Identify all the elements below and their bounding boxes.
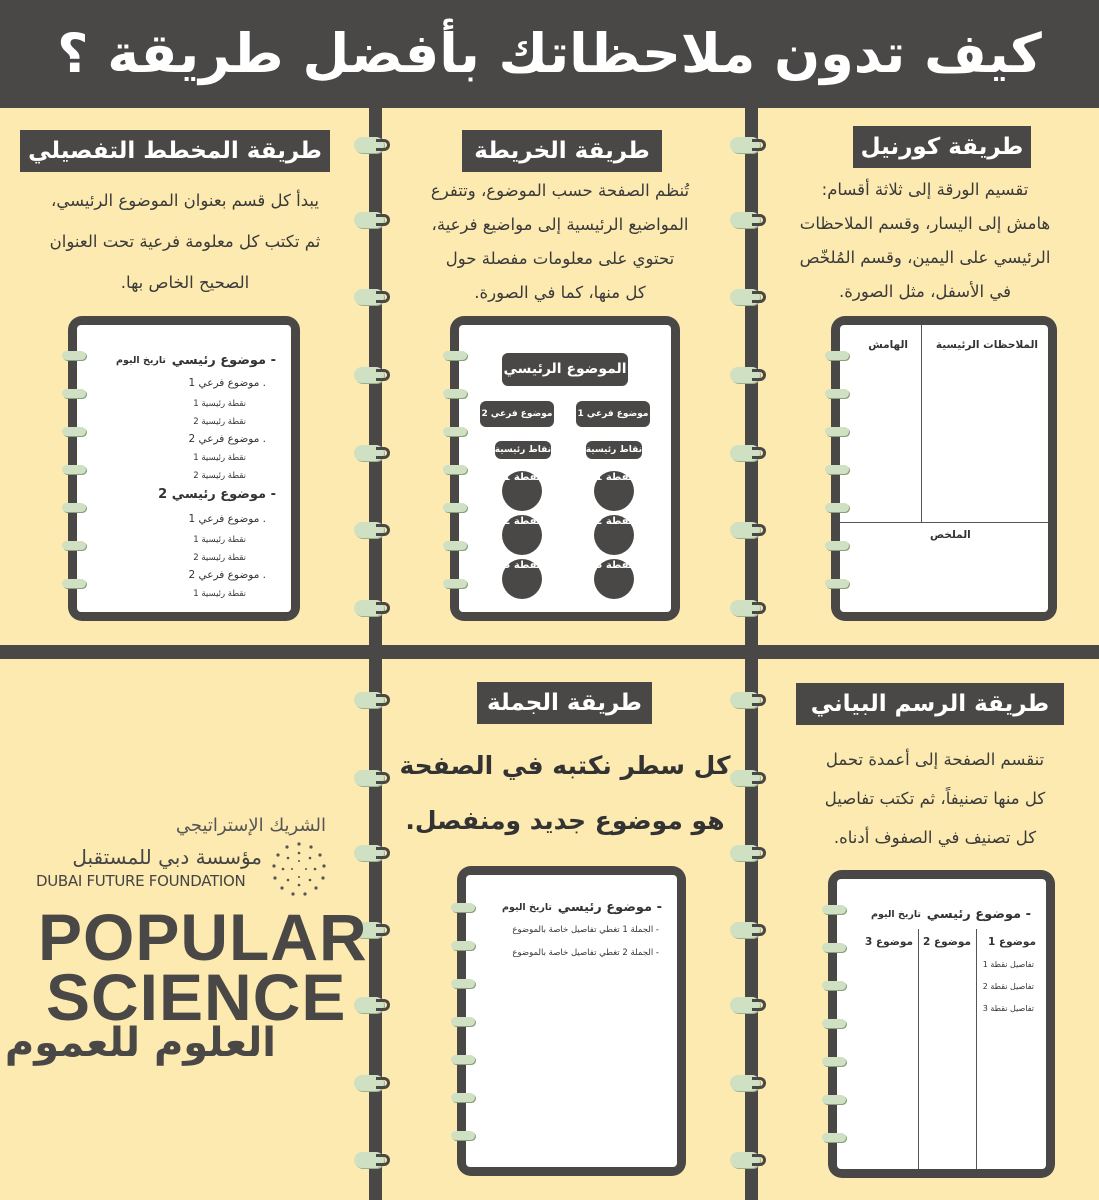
binder-ring-icon [354,367,384,383]
binder-ring-icon [354,289,384,305]
notebook-ring-icon [443,503,467,512]
binder-ring-icon [730,1152,760,1168]
sentence-page [466,875,677,1167]
map-description [395,174,725,310]
subtopic-1-box: موضوع فرعي 1 [576,401,650,427]
binder-ring-icon [354,997,384,1013]
cornell-description [760,173,1090,309]
notebook-ring-icon [825,351,849,360]
notebook-ring-icon [822,1057,846,1066]
chart-notebook [828,870,1055,1178]
dff-logo-icon [270,840,328,902]
sentence-1: - الجملة 1 تغطي تفاصيل خاصة بالموضوع [512,925,659,935]
binder-ring-icon [354,692,384,708]
outline-line: يبدأ كل قسم بعنوان الموضوع الرئيسي، [51,191,319,210]
binder-ring-icon [730,522,760,538]
key-point-1: نقطة رئيسية 1 [193,535,246,545]
map-heading: طريقة الخريطة [462,130,662,172]
key-point-1: نقطة رئيسية 1 [193,453,246,463]
binder-ring-icon [730,212,760,228]
binder-ring-icon [730,600,760,616]
notebook-ring-icon [451,1017,475,1026]
binder-ring-icon [354,845,384,861]
notebook-ring-icon [451,1055,475,1064]
point-3-circle: نقطة 3 [502,559,542,599]
map-page [459,325,671,612]
map-line: تحتوي على معلومات مفصلة حول [445,249,675,268]
binder-ring-icon [730,1075,760,1091]
vertical-divider-left [369,108,382,1200]
notebook-ring-icon [62,389,86,398]
point-3-circle: نقطة 3 [594,559,634,599]
notebook-ring-icon [443,389,467,398]
column-divider [976,929,977,1169]
date-label: تاريخ اليوم [502,902,552,913]
key-point-1: نقطة رئيسية 1 [193,399,246,409]
notebook-ring-icon [451,903,475,912]
cornell-line: الرئيسي على اليمين، وقسم المُلخّص [799,248,1051,267]
sentence-description [385,738,745,848]
subtopic-2: . موضوع فرعي 2 [188,569,266,581]
subtopic-1: . موضوع فرعي 1 [188,377,266,389]
cornell-line: في الأسفل، مثل الصورة. [839,282,1011,301]
page-title: كيف تدون ملاحظاتك بأفضل طريقة ؟ [57,22,1042,85]
outline-description [20,180,350,303]
column-3-label: موضوع 3 [865,936,913,948]
column-2-label: موضوع 2 [923,936,971,948]
notebook-ring-icon [443,351,467,360]
notebook-ring-icon [451,1093,475,1102]
sentence-line: كل سطر نكتبه في الصفحة [399,751,731,780]
partner-org-arabic: مؤسسة دبي للمستقبل [72,845,262,869]
main-topic-1: - موضوع رئيسي [171,353,276,368]
notebook-ring-icon [825,427,849,436]
brand-line-2: SCIENCE [46,960,347,1034]
cornell-line: تقسيم الورقة إلى ثلاثة أقسام: [821,180,1029,199]
notebook-ring-icon [62,427,86,436]
partner-org-english: DUBAI FUTURE FOUNDATION [36,872,246,890]
sentence-notebook [457,866,686,1176]
notebook-ring-icon [822,1095,846,1104]
outline-notebook [68,316,300,621]
notebook-ring-icon [822,1133,846,1142]
map-notebook [450,316,680,621]
binder-ring-icon [730,997,760,1013]
chart-heading: طريقة الرسم البياني [796,683,1064,725]
notebook-ring-icon [822,905,846,914]
map-line: تُنظم الصفحة حسب الموضوع، وتتفرع [430,181,690,200]
cornell-notebook [831,316,1057,621]
notebook-ring-icon [451,1131,475,1140]
sentence-line: هو موضوع جديد ومنفصل. [405,806,725,835]
chart-line: تنقسم الصفحة إلى أعمدة تحمل [825,750,1045,769]
key-points-box-2: نقاط رئيسية [495,441,551,459]
main-topic: - موضوع رئيسي [926,907,1031,922]
point-2-circle: نقطة 2 [502,515,542,555]
subtopic-1: . موضوع فرعي 1 [188,513,266,525]
chart-line: كل تصنيف في الصفوف أدناه. [833,828,1037,847]
margin-line [921,325,922,522]
key-point-1: نقطة رئيسية 1 [193,589,246,599]
map-line: كل منها، كما في الصورة. [474,283,646,302]
notebook-ring-icon [62,465,86,474]
notebook-ring-icon [443,579,467,588]
notebook-ring-icon [451,979,475,988]
notebook-ring-icon [822,943,846,952]
binder-ring-icon [354,1152,384,1168]
notebook-ring-icon [443,541,467,550]
subtopic-2: . موضوع فرعي 2 [188,433,266,445]
date-label: تاريخ اليوم [871,909,921,920]
chart-description [770,740,1099,857]
summary-line [840,522,1048,523]
notebook-ring-icon [825,579,849,588]
notebook-ring-icon [822,981,846,990]
date-label: تاريخ اليوم [116,355,166,366]
partner-label: الشريك الإستراتيجي [175,815,326,836]
main-topic-box: الموضوع الرئيسي [502,353,628,386]
binder-ring-icon [354,600,384,616]
margin-label: الهامش [868,339,908,351]
brand-arabic: العلوم للعموم [4,1020,276,1066]
notebook-ring-icon [825,541,849,550]
outline-line: ثم تكتب كل معلومة فرعية تحت العنوان [49,232,321,251]
outline-page [77,325,291,612]
notebook-ring-icon [822,1019,846,1028]
cornell-page [840,325,1048,612]
detail-3: تفاصيل نقطة 3 [982,1004,1034,1013]
notebook-ring-icon [451,941,475,950]
column-1-label: موضوع 1 [988,936,1036,948]
notebook-ring-icon [62,503,86,512]
horizontal-divider [0,645,1099,659]
notebook-ring-icon [825,503,849,512]
binder-ring-icon [354,1075,384,1091]
subtopic-2-box: موضوع فرعي 2 [480,401,554,427]
binder-ring-icon [730,137,760,153]
binder-ring-icon [354,212,384,228]
chart-page [837,879,1046,1169]
binder-ring-icon [730,289,760,305]
binder-ring-icon [354,770,384,786]
vertical-divider-right [745,108,758,1200]
binder-ring-icon [354,445,384,461]
key-points-box-1: نقاط رئيسية [586,441,642,459]
cornell-heading: طريقة كورنيل [853,126,1031,168]
sentence-heading: طريقة الجملة [477,682,652,724]
key-point-2: نقطة رئيسية 2 [193,471,246,481]
main-topic-2: - موضوع رئيسي 2 [158,487,276,502]
binder-ring-icon [730,445,760,461]
detail-1: تفاصيل نقطة 1 [982,960,1034,969]
summary-label: الملخص [930,529,971,541]
key-point-2: نقطة رئيسية 2 [193,417,246,427]
outline-line: الصحيح الخاص بها. [120,273,250,292]
point-1-circle: نقطة 1 [502,471,542,511]
map-line: المواضيع الرئيسية إلى مواضيع فرعية، [431,215,689,234]
brand-line-1: POPULAR [38,900,368,974]
notebook-ring-icon [825,465,849,474]
point-2-circle: نقطة 2 [594,515,634,555]
main-topic: - موضوع رئيسي [557,900,662,915]
main-notes-label: الملاحظات الرئيسية [935,339,1038,351]
binder-ring-icon [730,367,760,383]
notebook-ring-icon [62,579,86,588]
binder-ring-icon [354,522,384,538]
notebook-ring-icon [62,541,86,550]
binder-ring-icon [730,922,760,938]
chart-line: كل منها تصنيفاً، ثم تكتب تفاصيل [824,789,1046,808]
notebook-ring-icon [825,389,849,398]
sentence-2: - الجملة 2 تغطي تفاصيل خاصة بالموضوع [512,948,659,958]
notebook-ring-icon [443,465,467,474]
point-1-circle: نقطة 1 [594,471,634,511]
column-divider [918,929,919,1169]
notebook-ring-icon [443,427,467,436]
outline-heading: طريقة المخطط التفصيلي [20,130,330,172]
binder-ring-icon [354,137,384,153]
cornell-line: هامش إلى اليسار، وقسم الملاحظات [799,214,1051,233]
key-point-2: نقطة رئيسية 2 [193,553,246,563]
notebook-ring-icon [62,351,86,360]
detail-2: تفاصيل نقطة 2 [982,982,1034,991]
binder-ring-icon [730,692,760,708]
